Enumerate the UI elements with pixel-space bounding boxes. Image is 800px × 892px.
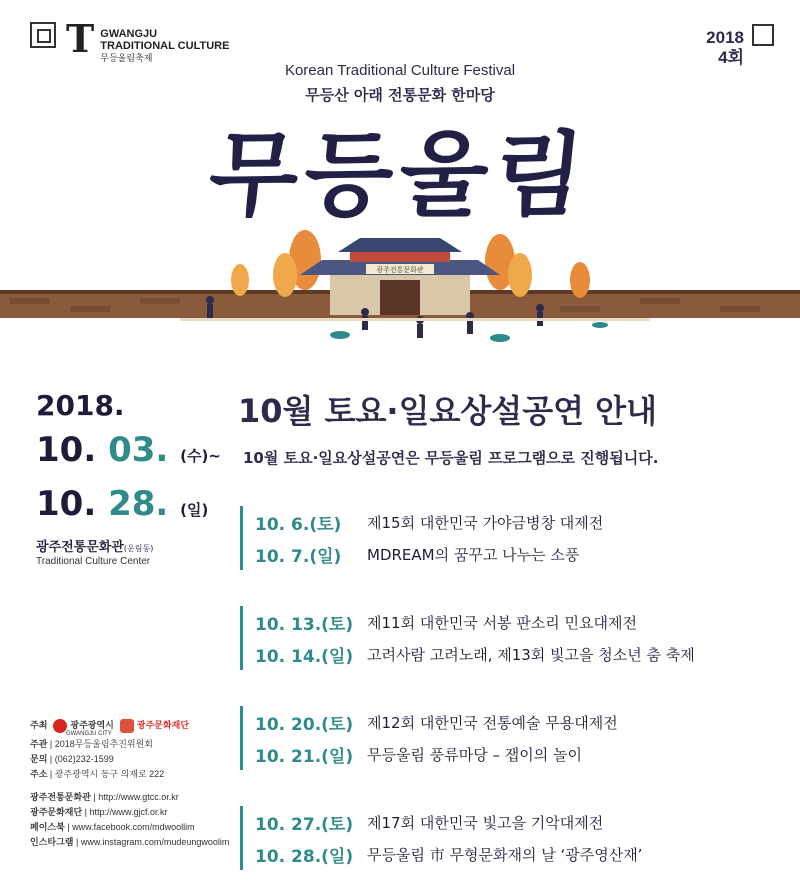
logo-letter: T [66,16,95,61]
link-url[interactable]: www.facebook.com/mdwoollim [72,822,195,832]
edition-number: 4회 [718,48,744,67]
schedule-event: 제15회 대한민국 가야금병창 대제전 [367,513,604,532]
schedule-event: 무등울림 市 무형문화재의 날 ‘광주영산재’ [367,845,643,864]
festival-period [36,386,221,534]
link-row: 광주문화재단 | http://www.gjcf.or.kr [30,807,168,817]
host1-en: GWANGJU CITY [66,731,112,737]
period-end [36,480,221,534]
schedule-row [255,738,780,770]
link-url[interactable]: http://www.gtcc.or.kr [98,792,179,802]
organizer: 2018무등울림추진위원회 [54,739,154,749]
schedule-row [255,606,780,638]
host-label: 주최 [30,720,48,730]
schedule-date: 10. 27.(토) [255,814,354,835]
link-label: 인스타그램 [30,837,74,847]
link-label: 광주문화재단 [30,807,83,817]
logo-line2: TRADITIONAL CULTURE [100,40,230,52]
host1-name: 광주광역시 [70,720,114,730]
schedule-event: MDREAM의 꿈꾸고 나누는 소풍 [367,545,580,564]
start-day: 03. [108,430,169,470]
period-year: 2018. [36,389,125,422]
schedule-group [240,706,780,770]
schedule-event: 제17회 대한민국 빛고을 기악대제전 [367,813,604,832]
schedule-date: 10. 14.(일) [255,646,354,667]
schedule-date: 10. 7.(일) [255,546,342,567]
schedule-date: 10. 28.(일) [255,846,354,867]
gjcf-logo [120,718,189,733]
schedule-date: 10. 13.(토) [255,614,354,635]
schedule-row [255,706,780,738]
schedule-event: 제12회 대한민국 전통예술 무용대제전 [367,713,618,732]
schedule-event: 무등울림 풍류마당 – 잽이의 놀이 [367,745,582,764]
schedule-event: 제11회 대한민국 서봉 판소리 민요대제전 [367,613,638,632]
organizer-row: 주관 | 2018무등울림추진위원회 [30,739,154,749]
gjcf-icon [120,719,134,733]
start-month: 10. [36,430,97,470]
schedule-event: 고려사람 고려노래, 제13회 빛고을 청소년 춤 축제 [367,645,695,664]
contact: (062)232-1599 [54,754,114,764]
schedule-row [255,838,780,870]
end-month: 10. [36,484,97,524]
traditional-gate [300,238,500,315]
venue-name [36,536,153,555]
schedule-row [255,506,780,538]
link-label: 페이스북 [30,822,65,832]
schedule-row [255,538,780,570]
contact-label: 문의 [30,754,48,764]
schedule-date: 10. 6.(토) [255,514,342,535]
link-row: 인스타그램 | www.instagram.com/mudeungwoolim [30,837,230,847]
logo-text [100,28,229,64]
logo-mark-icon [30,22,56,48]
logo-line3: 무등울림축제 [100,53,153,63]
link-label: 광주전통문화관 [30,792,91,802]
schedule-row [255,806,780,838]
address-row: 주소 | 광주광역시 동구 의재로 222 [30,769,165,779]
logo-line1: GWANGJU [100,28,158,40]
festival-subtitle-ko: 무등산 아래 전통문화 한마당 [305,86,495,104]
venue-ko: 광주전통문화관 [36,540,124,555]
address-label: 주소 [30,769,48,779]
link-url[interactable]: http://www.gjcf.or.kr [89,807,168,817]
gate-sign: 광주전통문화관 [376,266,424,274]
end-day: 28. [108,484,169,524]
schedule-group [240,806,780,870]
end-dow: (일) [180,501,209,519]
venue-note: (운림동) [123,544,154,553]
address: 광주광역시 동구 의재로 222 [54,769,165,779]
venue-en: Traditional Culture Center [36,556,151,567]
schedule-list [240,506,780,892]
link-row: 광주전통문화관 | http://www.gtcc.or.kr [30,792,179,802]
notice-subtitle: 10월 토요·일요상설공연은 무등울림 프로그램으로 진행됩니다. [243,449,659,467]
schedule-group [240,606,780,670]
contact-row: 문의 | (062)232-1599 [30,754,114,764]
link-url[interactable]: www.instagram.com/mudeungwoolim [80,837,230,847]
festival-subtitle-en: Korean Traditional Culture Festival [284,62,516,79]
edition-mark-icon [752,24,774,46]
period-start [36,426,221,480]
festival-logo [30,16,230,64]
host2-name: 광주문화재단 [136,720,190,730]
organizer-label: 주관 [30,739,48,749]
notice-title: 10월 토요·일요상설공연 안내 [238,392,658,430]
schedule-date: 10. 21.(일) [255,746,354,767]
edition-year: 2018 [706,28,744,47]
link-row: 페이스북 | www.facebook.com/mdwoollim [30,822,195,832]
schedule-row [255,638,780,670]
credits [30,718,229,850]
schedule-group [240,506,780,570]
festival-title: 무등울림 [203,121,595,229]
start-dow: (수)~ [180,447,221,465]
schedule-date: 10. 20.(토) [255,714,354,735]
festival-illustration [0,220,800,360]
